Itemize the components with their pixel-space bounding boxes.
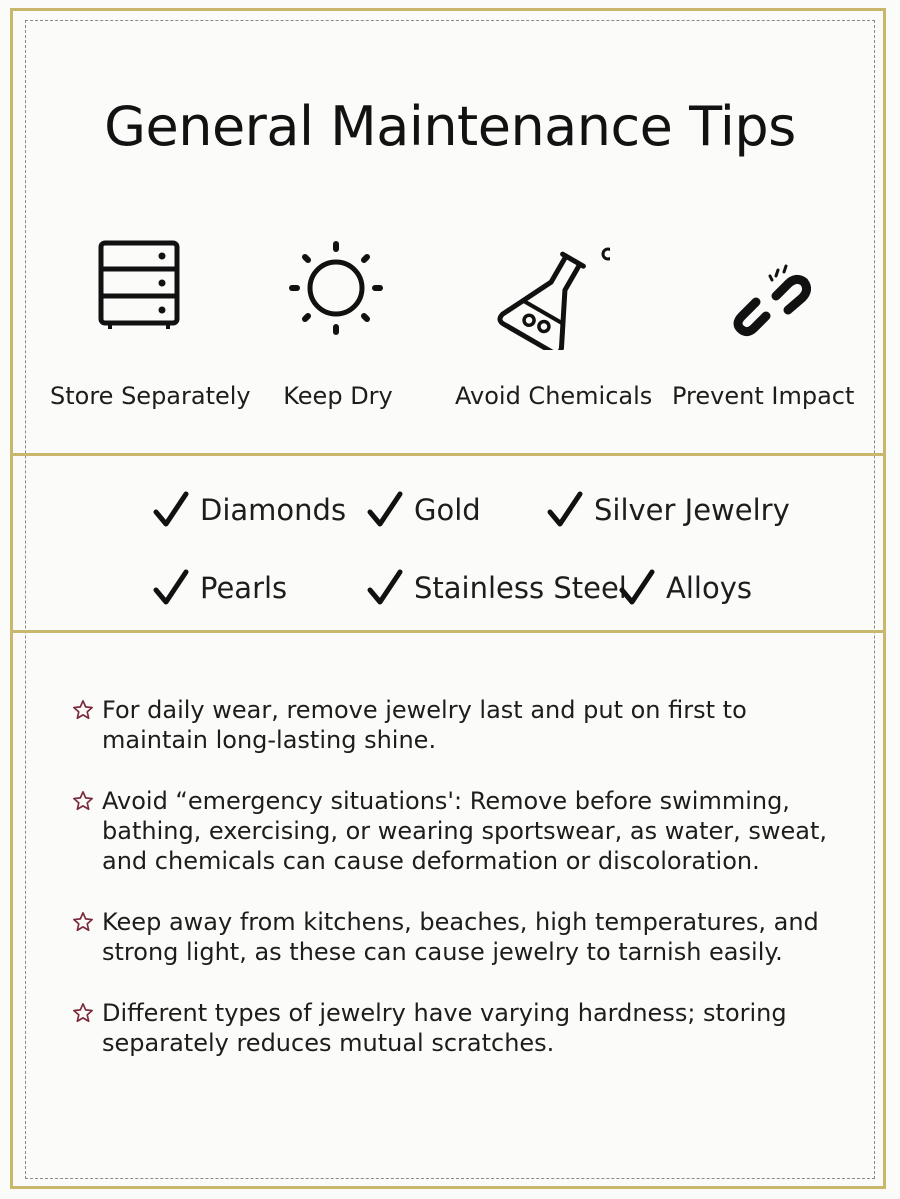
broken-chain-icon [718, 262, 818, 342]
care-item-store-separately [59, 240, 219, 350]
care-label-avoid-chemicals: Avoid Chemicals [455, 382, 653, 410]
care-item-prevent-impact [688, 240, 848, 350]
section-divider-top [13, 453, 886, 456]
material-diamonds [152, 490, 346, 530]
star-outline-icon [72, 911, 94, 933]
material-label: Diamonds [200, 493, 347, 527]
material-label: Pearls [200, 571, 288, 605]
material-silver-jewelry [546, 490, 790, 530]
checkmark-icon [366, 490, 404, 530]
tip-item [72, 695, 842, 755]
material-label: Stainless Steel [414, 571, 627, 605]
material-label: Silver Jewelry [594, 493, 790, 527]
tip-item [72, 786, 842, 876]
tip-text: Different types of jewelry have varying hardness; storing separately reduces mutual scratches. [102, 999, 787, 1057]
material-alloys [618, 568, 752, 608]
checkmark-icon [152, 490, 190, 530]
tip-text: Avoid “emergency situations': Remove before swimming, bathing, exercising, or wearing sportswear, as water, sweat, and chemicals can cause deformation or discoloration. [102, 787, 828, 875]
material-label: Gold [414, 493, 481, 527]
sun-icon [284, 236, 388, 340]
chemical-flask-icon [490, 240, 610, 350]
storage-drawers-icon [98, 240, 180, 330]
checkmark-icon [546, 490, 584, 530]
care-item-avoid-chemicals [470, 240, 630, 350]
material-stainless-steel [366, 568, 627, 608]
care-label-store-separately: Store Separately [50, 382, 251, 410]
page-title: General Maintenance Tips [104, 95, 796, 158]
tip-item [72, 998, 842, 1058]
material-pearls [152, 568, 287, 608]
checkmark-icon [618, 568, 656, 608]
care-item-keep-dry [256, 240, 416, 350]
tip-text: Keep away from kitchens, beaches, high temperatures, and strong light, as these can cause jewelry to tarnish easily. [102, 908, 819, 966]
star-outline-icon [72, 1002, 94, 1024]
checkmark-icon [366, 568, 404, 608]
tip-item [72, 907, 842, 967]
material-gold [366, 490, 481, 530]
care-label-prevent-impact: Prevent Impact [672, 382, 855, 410]
tip-text: For daily wear, remove jewelry last and put on first to maintain long-lasting shine. [102, 696, 747, 754]
section-divider-bottom [13, 630, 886, 633]
care-label-keep-dry: Keep Dry [283, 382, 393, 410]
tips-list [72, 695, 842, 1089]
star-outline-icon [72, 699, 94, 721]
checkmark-icon [152, 568, 190, 608]
material-label: Alloys [666, 571, 752, 605]
star-outline-icon [72, 790, 94, 812]
